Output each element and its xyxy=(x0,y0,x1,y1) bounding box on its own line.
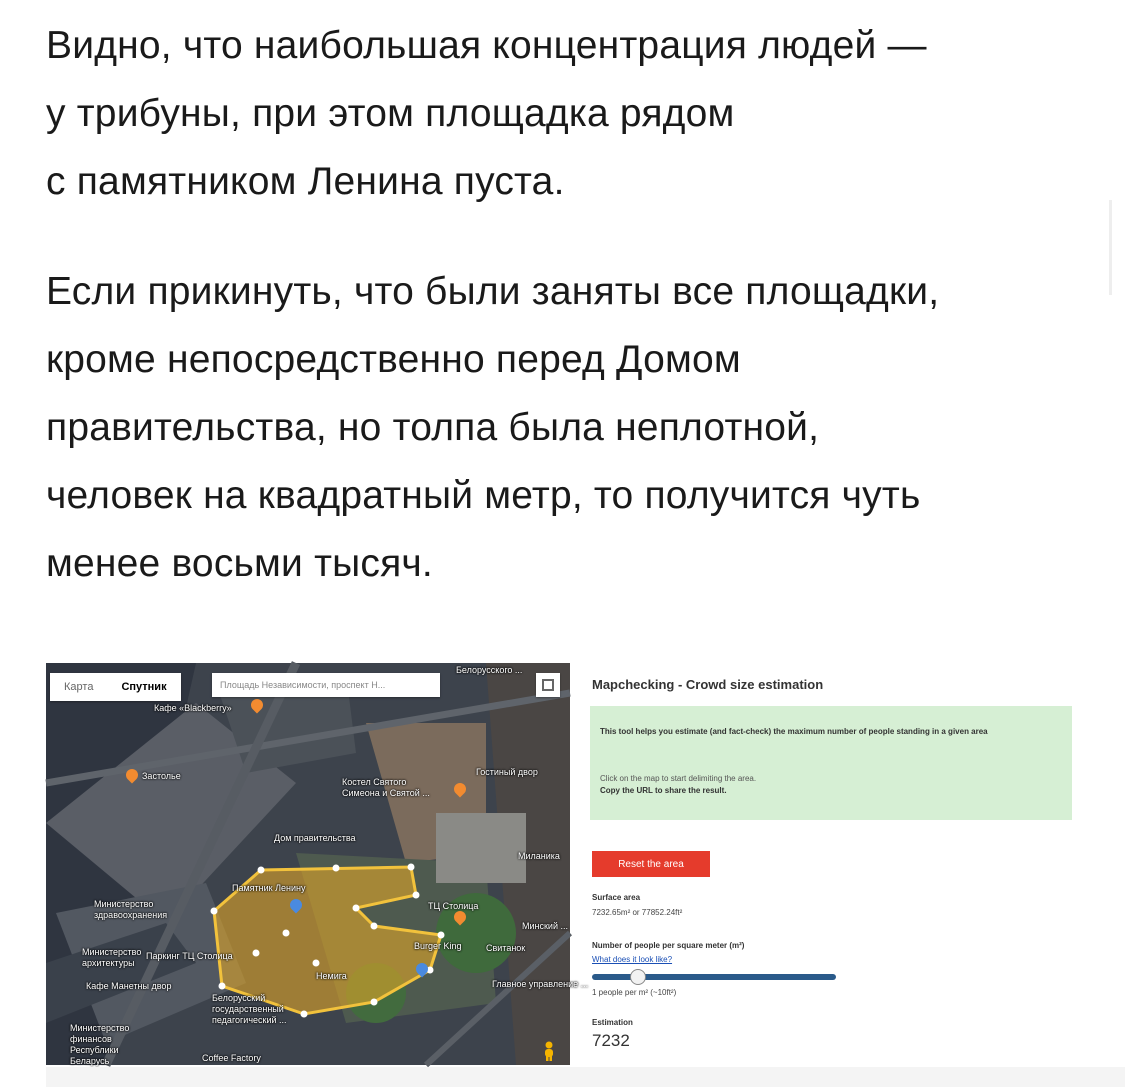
fullscreen-icon[interactable] xyxy=(536,673,560,697)
map-label: Дом правительства xyxy=(274,833,356,843)
mapchecking-panel xyxy=(590,663,1079,1065)
satellite-map[interactable] xyxy=(46,663,589,1066)
info-hint: Click on the map to start delimiting the area. xyxy=(600,774,757,783)
paragraph-1 xyxy=(46,12,1086,216)
map-label: Немига xyxy=(316,971,347,981)
info-copy-url: Copy the URL to share the result. xyxy=(600,786,727,795)
info-box xyxy=(590,706,1072,820)
map-label: Кафе «Blackberry» xyxy=(154,703,232,713)
text-line: человек на квадратный метр, то получится чуть xyxy=(46,474,921,517)
map-label: Паркинг ТЦ Столица xyxy=(146,951,233,961)
paragraph-2 xyxy=(46,258,1086,598)
map-label: Гостиный двор xyxy=(476,767,538,777)
map-label: Кафе Манетны двор xyxy=(86,981,172,991)
map-type-satellite[interactable]: Спутник xyxy=(121,681,167,693)
map-label: Памятник Ленину xyxy=(232,883,306,893)
surface-area-label: Surface area xyxy=(592,893,641,902)
text-line: у трибуны, при этом площадка рядом xyxy=(46,92,735,135)
map-label: Белорусского ... xyxy=(456,665,523,675)
panel-title: Mapchecking - Crowd size estimation xyxy=(592,677,824,692)
satellite-imagery xyxy=(46,663,570,1065)
map-label: Миланика xyxy=(518,851,560,861)
map-label: Белорусский государственный педагогический ... xyxy=(212,993,287,1025)
map-label: Burger King xyxy=(414,941,462,951)
density-label: Number of people per square meter (m²) xyxy=(592,941,745,950)
map-label: Свитанок xyxy=(486,943,526,953)
info-description: This tool helps you estimate (and fact-check) the maximum number of people standing in a given area xyxy=(600,727,988,736)
scroll-edge xyxy=(1109,200,1112,295)
map-label: Главное управление ... xyxy=(492,979,589,989)
density-slider[interactable] xyxy=(592,974,836,980)
density-slider-thumb[interactable] xyxy=(630,969,646,985)
map-label: Костел Святого Симеона и Святой ... xyxy=(342,777,430,798)
density-value-text: 1 people per m² (~10ft²) xyxy=(592,988,677,997)
map-label: Министерство здравоохранения xyxy=(94,899,168,920)
text-line: Если прикинуть, что были заняты все площадки, xyxy=(46,270,940,313)
map-label: Застолье xyxy=(142,771,181,781)
text-line: правительства, но толпа была неплотной, xyxy=(46,406,820,449)
surface-area-value: 7232.65m² or 77852.24ft² xyxy=(592,908,683,917)
map-label: Министерство архитектуры xyxy=(82,947,142,968)
embedded-screenshot xyxy=(46,663,1079,1065)
map-type-control xyxy=(50,673,181,701)
text-line: кроме непосредственно перед Домом xyxy=(46,338,741,381)
article-text xyxy=(46,12,1086,598)
pegman-icon[interactable] xyxy=(542,1041,556,1061)
bottom-bar xyxy=(46,1067,1125,1087)
map-label: Coffee Factory xyxy=(202,1053,261,1063)
estimation-value: 7232 xyxy=(592,1031,630,1050)
map-label: Министерство финансов Республики Беларусь xyxy=(70,1023,130,1066)
map-label: Минский ... xyxy=(522,921,568,931)
density-example-link[interactable]: What does it look like? xyxy=(592,955,673,964)
text-line: Видно, что наибольшая концентрация людей — xyxy=(46,24,927,67)
map-search-input[interactable]: Площадь Независимости, проспект Н... xyxy=(212,673,440,697)
map-type-map[interactable]: Карта xyxy=(64,681,94,693)
estimation-label: Estimation xyxy=(592,1018,633,1027)
map-label: ТЦ Столица xyxy=(428,901,479,911)
text-line: с памятником Ленина пуста. xyxy=(46,160,565,203)
reset-area-button[interactable]: Reset the area xyxy=(592,851,710,877)
text-line: менее восьми тысяч. xyxy=(46,542,433,585)
